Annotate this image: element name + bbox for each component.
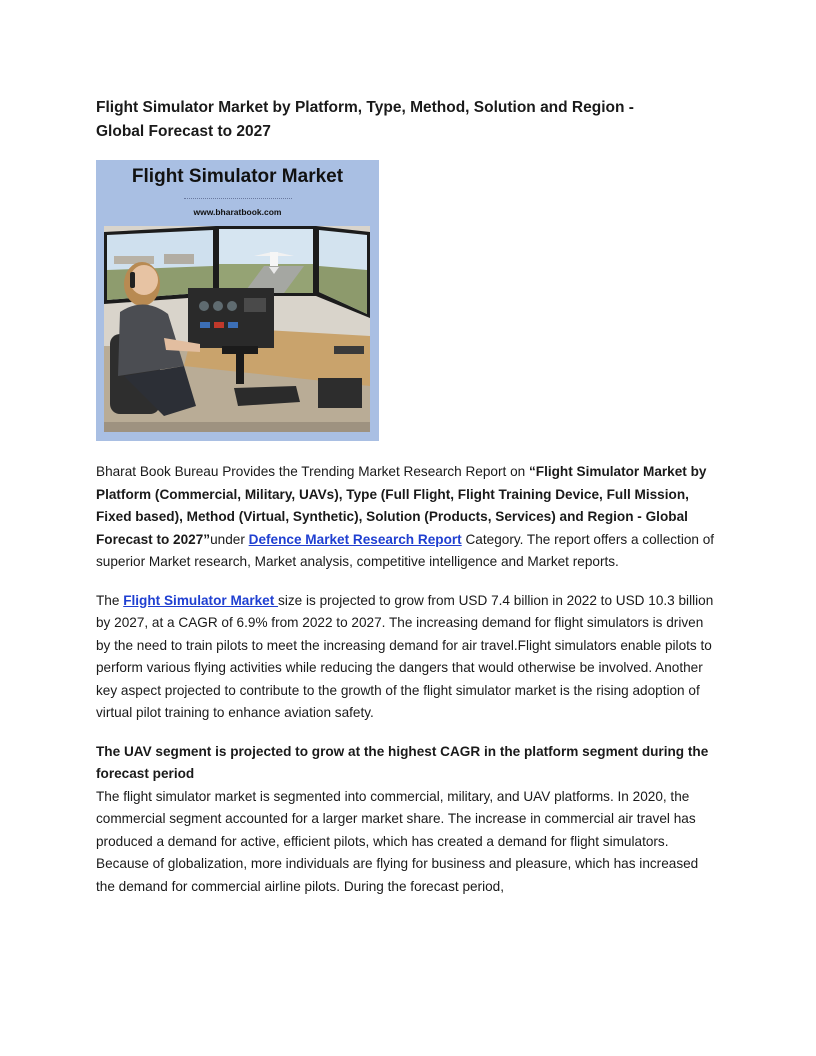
intro-paragraph — [96, 461, 720, 574]
document-page — [96, 96, 720, 914]
uav-section-heading: The UAV segment is projected to grow at the highest CAGR in the platform segment during the forecast period — [96, 743, 709, 781]
cover-heading: Flight Simulator Market — [131, 166, 344, 187]
flight-simulator-photo — [104, 226, 370, 432]
cover-divider — [184, 198, 292, 199]
market-size-text: size is projected to grow from USD 7.4 billion in 2022 to USD 10.3 billion by 2027, at a CAGR of 6.9% from 2022 to 2027. The increasing demand for flight simulators is driven by the need to train pilots to meet the increasing demand for air travel.Flight simulators enable pilots to perform various flying activities while reducing the dangers that would otherwise be involved. Another key aspect projected to contribute to the growth of the flight simulator market is the rising adoption of virtual pilot training to enhance aviation safety. — [96, 592, 714, 720]
intro-prefix: Bharat Book Bureau Provides the Trending Market Research Report on — [96, 464, 529, 479]
report-full-title: “Flight Simulator Market by Platform (Commercial, Military, UAVs), Type (Full Flight, Flight Training Device, Full Mission, Fixed based), Method (Virtual, Synthetic), Solution (Products, Services) and Region - Global Forecast to 2027” — [96, 464, 707, 547]
title-line-1: Flight Simulator Market by Platform, Type, Method, Solution and Region - — [96, 99, 634, 116]
market-prefix: The — [96, 592, 124, 608]
uav-section-paragraph: The flight simulator market is segmented into commercial, military, and UAV platforms. In 2020, the commercial segment accounted for a larger market share. The increase in commercial air travel has produced a demand for active, efficient pilots, which has created a demand for flight simulators. Because of globalization, more individuals are flying for business and pleasure, which has increased the demand for commercial airline pilots. During the forecast period, — [96, 788, 699, 894]
defence-category-link[interactable]: Defence Market Research Report — [248, 531, 462, 547]
market-size-paragraph — [96, 590, 720, 725]
title-line-2: Global Forecast to 2027 — [96, 123, 271, 140]
intro-under: under — [210, 531, 249, 547]
cover-url: www.bharatbook.com — [193, 207, 282, 217]
document-title — [96, 96, 720, 144]
report-cover-image — [96, 160, 379, 441]
intro-suffix: Category. The report offers a collection of superior Market research, Market analysis, competitive intelligence and Market reports. — [96, 531, 715, 569]
flight-simulator-market-link[interactable]: Flight Simulator Market — [123, 592, 279, 608]
